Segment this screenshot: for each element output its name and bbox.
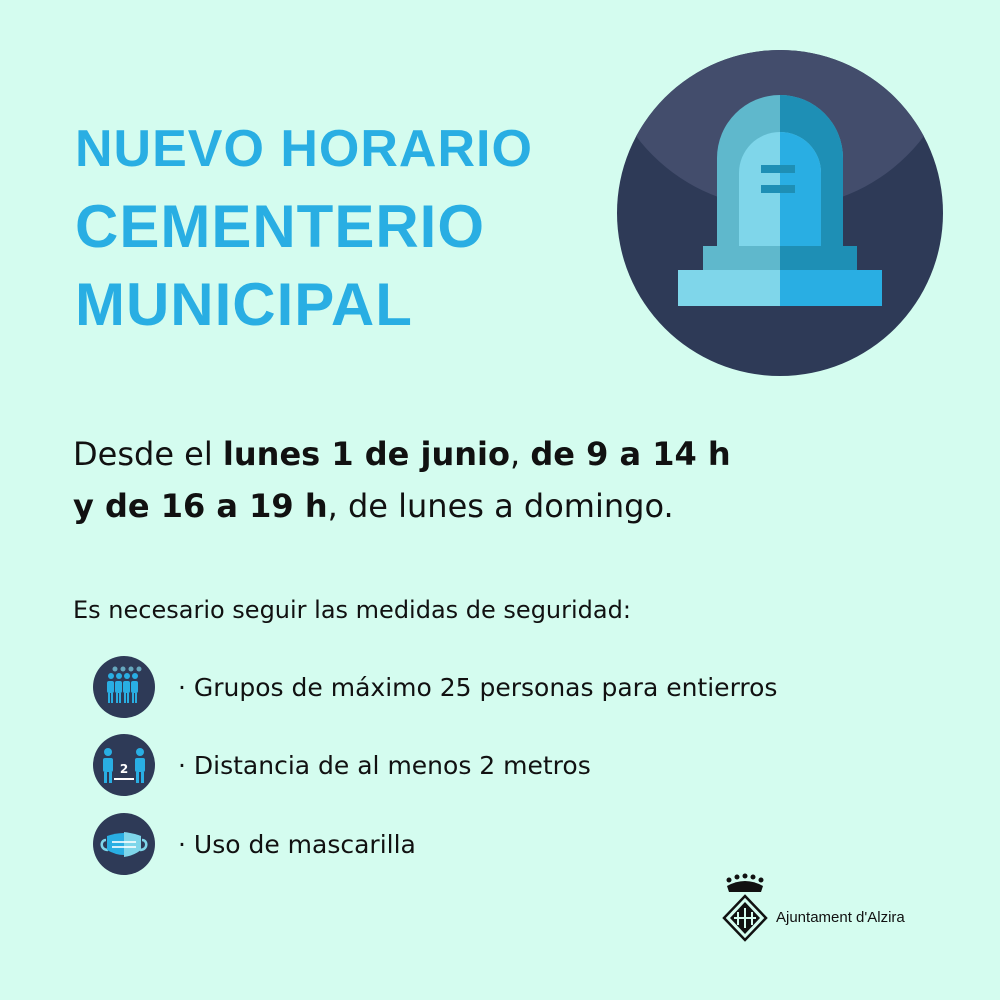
title-line-3: MUNICIPAL (75, 271, 413, 338)
safety-rule-groups (92, 655, 777, 719)
tombstone-icon (615, 48, 945, 378)
organization-name: Ajuntament d'Alzira (776, 908, 905, 926)
coat-of-arms-icon (716, 868, 774, 958)
title-line-1: NUEVO HORARIO (75, 120, 533, 178)
schedule-morning-hours: de 9 a 14 h (530, 435, 731, 473)
schedule-start-date: lunes 1 de junio (222, 435, 510, 473)
ajuntament-logo (716, 868, 905, 958)
safety-rule-mask (92, 812, 416, 876)
safety-rule-distance-text: · Distancia de al menos 2 metros (178, 750, 591, 780)
schedule-days: , de lunes a domingo. (327, 487, 674, 525)
safety-rule-groups-text: · Grupos de máximo 25 personas para entierros (178, 672, 778, 702)
schedule-from: Desde el (73, 435, 223, 473)
group-people-icon (92, 655, 156, 719)
page-title (75, 110, 533, 344)
distance-badge: 2 (119, 762, 129, 776)
distance-icon (92, 733, 156, 797)
face-mask-icon (92, 812, 156, 876)
safety-rule-mask-text: · Uso de mascarilla (178, 829, 416, 859)
safety-intro: Es necesario seguir las medidas de seguridad: (73, 596, 631, 624)
schedule-text (73, 428, 933, 532)
schedule-separator: , (509, 435, 531, 473)
safety-rule-distance (92, 733, 591, 797)
title-line-2: CEMENTERIO (75, 193, 486, 260)
schedule-afternoon-hours: y de 16 a 19 h (73, 487, 328, 525)
